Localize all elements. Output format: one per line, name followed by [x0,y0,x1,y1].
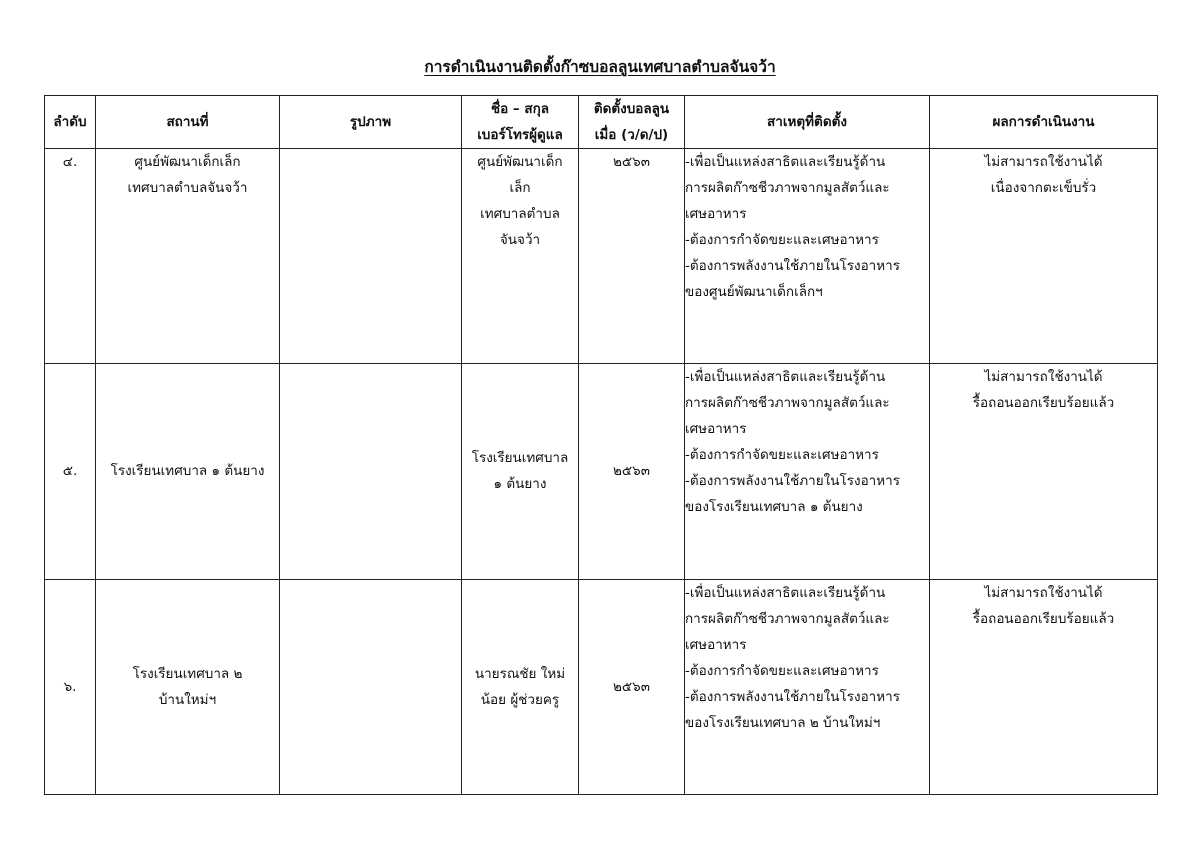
header-row [45,96,1158,149]
header-contact: ชื่อ – สกุล เบอร์โทรผู้ดูแล [462,96,579,149]
header-reason: สาเหตุที่ติดตั้ง [685,96,930,149]
table-row [45,149,1158,364]
table-row [45,364,1158,579]
cell-place: ศูนย์พัฒนาเด็กเล็ก เทศบาลตำบลจันจว้า [96,149,280,364]
cell-photo [280,579,462,794]
header-result: ผลการดำเนินงาน [930,96,1158,149]
header-place: สถานที่ [96,96,280,149]
cell-install-date: ๒๕๖๓ [579,149,685,364]
installation-table [44,95,1158,795]
cell-reason: -เพื่อเป็นแหล่งสาธิตและเรียนรู้ด้าน การผลิตก๊าซชีวภาพจากมูลสัตว์และ เศษอาหาร -ต้องการกำจัดขยะและเศษอาหาร -ต้องการพลังงานใช้ภายในโรงอาหาร ของโรงเรียนเทศบาล ๑ ต้นยาง [685,364,930,579]
cell-order: ๕. [45,364,96,579]
table-row [45,579,1158,794]
cell-place: โรงเรียนเทศบาล ๒ บ้านใหม่ฯ [96,579,280,794]
header-install-date: ติดตั้งบอลลูน เมื่อ (ว/ด/ป) [579,96,685,149]
page-title: การดำเนินงานติดตั้งก๊าซบอลลูนเทศบาลตำบลจันจว้า [424,58,776,76]
cell-order: ๖. [45,579,96,794]
cell-install-date: ๒๕๖๓ [579,579,685,794]
cell-result: ไม่สามารถใช้งานได้ เนื่องจากตะเข็บรั่ว [930,149,1158,364]
cell-order: ๔. [45,149,96,364]
header-order: ลำดับ [45,96,96,149]
cell-contact: ศูนย์พัฒนาเด็ก เล็ก เทศบาลตำบล จันจว้า [462,149,579,364]
cell-reason: -เพื่อเป็นแหล่งสาธิตและเรียนรู้ด้าน การผลิตก๊าซชีวภาพจากมูลสัตว์และ เศษอาหาร -ต้องการกำจัดขยะและเศษอาหาร -ต้องการพลังงานใช้ภายในโรงอาหาร ของศูนย์พัฒนาเด็กเล็กฯ [685,149,930,364]
cell-photo [280,364,462,579]
cell-contact: นายรณชัย ใหม่ น้อย ผู้ช่วยครู [462,579,579,794]
cell-photo [280,149,462,364]
cell-reason: -เพื่อเป็นแหล่งสาธิตและเรียนรู้ด้าน การผลิตก๊าซชีวภาพจากมูลสัตว์และ เศษอาหาร -ต้องการกำจัดขยะและเศษอาหาร -ต้องการพลังงานใช้ภายในโรงอาหาร ของโรงเรียนเทศบาล ๒ บ้านใหม่ฯ [685,579,930,794]
cell-result: ไม่สามารถใช้งานได้ รื้อถอนออกเรียบร้อยแล้ว [930,579,1158,794]
cell-result: ไม่สามารถใช้งานได้ รื้อถอนออกเรียบร้อยแล้ว [930,364,1158,579]
cell-contact: โรงเรียนเทศบาล ๑ ต้นยาง [462,364,579,579]
cell-install-date: ๒๕๖๓ [579,364,685,579]
header-photo: รูปภาพ [280,96,462,149]
cell-place: โรงเรียนเทศบาล ๑ ต้นยาง [96,364,280,579]
